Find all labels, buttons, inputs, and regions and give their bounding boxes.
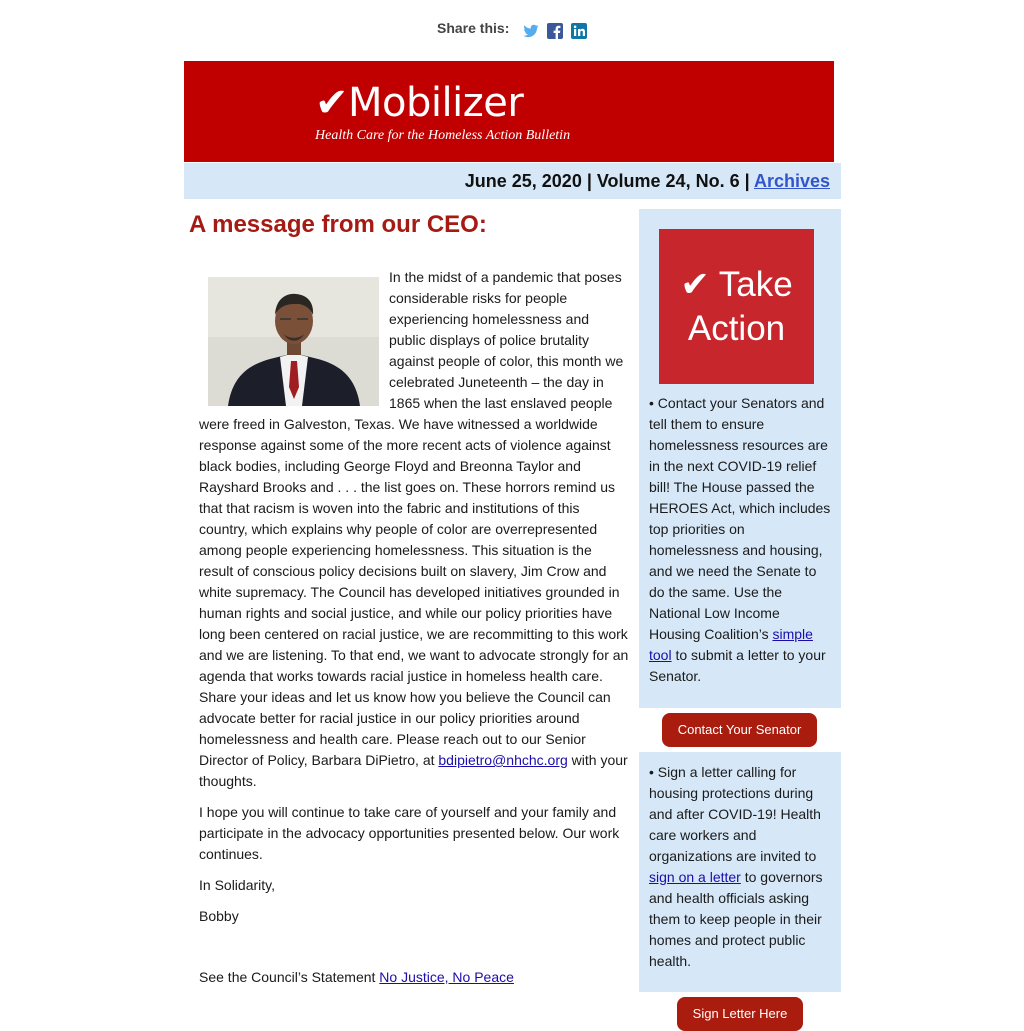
take-action-line-2: Action <box>687 309 786 348</box>
take-action-graphic <box>659 229 814 384</box>
signature: Bobby <box>199 908 239 924</box>
take-action-panel-1 <box>639 209 841 708</box>
email-link[interactable]: bdipietro@nhchc.org <box>438 752 568 768</box>
council-statement: See the Council’s Statement No Justice, No Peace <box>199 969 514 985</box>
dateline-text: June 25, 2020 | Volume 24, No. 6 | Archives <box>464 171 830 191</box>
contact-senator-button[interactable]: Contact Your Senator <box>662 713 817 747</box>
closing-line: In Solidarity, <box>199 877 275 893</box>
archives-link[interactable]: Archives <box>753 171 830 191</box>
banner-tagline: Health Care for the Homeless Action Bulletin <box>315 128 571 143</box>
mobilizer-banner <box>184 61 834 162</box>
linkedin-icon[interactable] <box>571 23 587 39</box>
action-item-letter: • Sign a letter calling for housing protections during and after COVID-19! Health care workers and organizations are invited to sign on a letter to governors and health officials asking them to keep people in their homes and protect public health. <box>649 764 823 969</box>
mobilizer-logo: ✔Mobilizer <box>315 80 524 126</box>
twitter-icon[interactable] <box>523 23 539 39</box>
issue-dateline <box>184 163 841 199</box>
share-bar <box>0 18 1024 42</box>
ceo-paragraph-1: In the midst of a pandemic that poses considerable risks for people experiencing homelessness and public displays of police brutality against people of color, this month we celebrated Juneteenth – the day in 1865 when the last enslaved people were freed in Galveston, Texas. We have witnessed a worldwide response against some of the more recent acts of violence against black bodies, including George Floyd and Breonna Taylor and Rayshard Brooks and . . . the list goes on. These horrors remind us that that racism is woven into the fabric and institutions of this country, which explains why people of color are overrepresented among people experiencing homelessness. This situation is the result of conscious policy decisions built on slavery, Jim Crow and white supremacy. The Council has developed initiatives grounded in human rights and social justice, and while our policy priorities have long been centered on racial justice, we are recommitting to this work and we are listening. To that end, we want to advocate strongly for an agenda that works towards racial justice in homeless health care. Share your ideas and let us know how you believe the Council can advocate better for racial justice in our policy priorities around homelessness and health care. Please reach out to our Senior Director of Policy, Barbara DiPietro, at bdipietro@nhchc.org with your thoughts. <box>199 269 629 789</box>
no-justice-no-peace-link[interactable]: No Justice, No Peace <box>379 969 514 985</box>
ceo-message-heading: A message from our CEO: <box>189 211 487 238</box>
take-action-panel-2 <box>639 752 841 992</box>
take-action-line-1: ✔ Take <box>680 265 793 304</box>
simple-tool-link[interactable]: simple tool <box>649 626 813 663</box>
ceo-message-body <box>199 267 629 937</box>
sign-letter-button[interactable]: Sign Letter Here <box>677 997 803 1031</box>
ceo-paragraph-2: I hope you will continue to take care of yourself and your family and participate in the advocacy opportunities presented below. Our work continues. <box>199 804 620 862</box>
facebook-icon[interactable] <box>547 23 563 39</box>
share-label: Share this: <box>437 20 510 36</box>
action-item-senators: • Contact your Senators and tell them to ensure homelessness resources are in the next COVID-19 relief bill! The House passed the HEROES Act, which includes top priorities on homelessness and housing, and we need the Senate to do the same. Use the National Low Income Housing Coalition’s simple tool to submit a letter to your Senator. <box>649 395 831 684</box>
sign-on-letter-link[interactable]: sign on a letter <box>649 869 741 885</box>
